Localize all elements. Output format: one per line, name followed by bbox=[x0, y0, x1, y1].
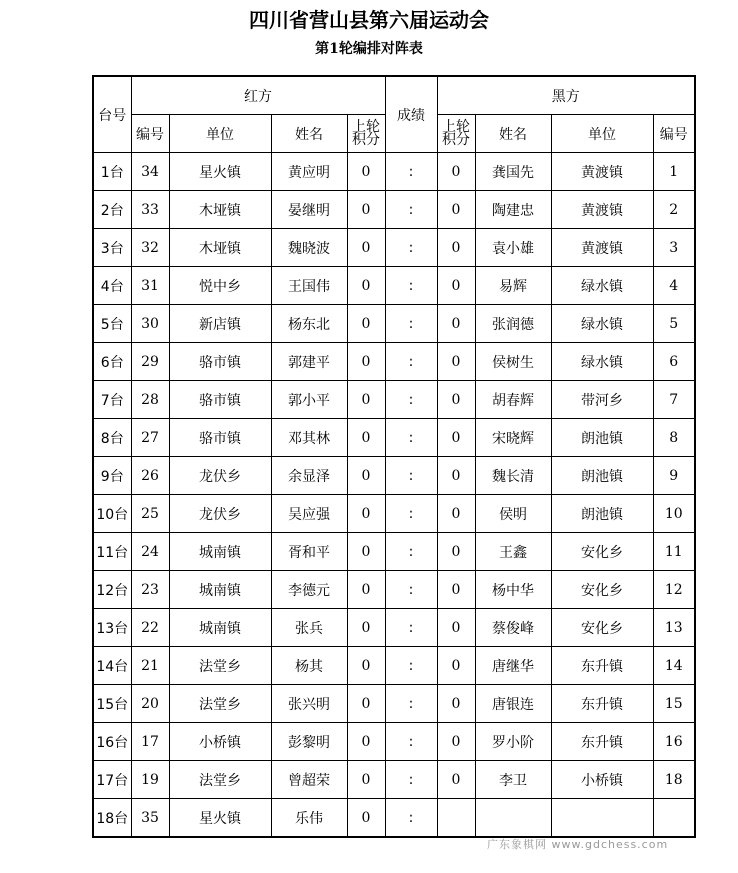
red-prev-score-cell: 0 bbox=[347, 571, 385, 609]
header-red-no: 编号 bbox=[131, 115, 169, 153]
red-prev-score-cell: 0 bbox=[347, 533, 385, 571]
board-cell: 6台 bbox=[93, 343, 131, 381]
table-row bbox=[93, 647, 695, 685]
red-name-cell: 张兴明 bbox=[271, 685, 347, 723]
page-subtitle: 第1轮编排对阵表 bbox=[315, 41, 423, 57]
header-black-unit: 单位 bbox=[551, 115, 653, 153]
red-no-cell: 17 bbox=[131, 723, 169, 761]
result-cell: : bbox=[385, 457, 437, 495]
red-name-cell: 杨其 bbox=[271, 647, 347, 685]
board-cell: 18台 bbox=[93, 799, 131, 838]
board-cell: 1台 bbox=[93, 153, 131, 191]
red-name-cell: 杨东北 bbox=[271, 305, 347, 343]
red-unit-cell: 城南镇 bbox=[169, 571, 271, 609]
black-unit-cell: 东升镇 bbox=[551, 723, 653, 761]
black-unit-cell: 安化乡 bbox=[551, 533, 653, 571]
black-no-cell: 8 bbox=[653, 419, 695, 457]
black-unit-cell: 绿水镇 bbox=[551, 343, 653, 381]
red-unit-cell: 龙伏乡 bbox=[169, 495, 271, 533]
table-row bbox=[93, 267, 695, 305]
pairing-table bbox=[92, 75, 696, 838]
table-row bbox=[93, 343, 695, 381]
result-cell: : bbox=[385, 381, 437, 419]
red-unit-cell: 星火镇 bbox=[169, 153, 271, 191]
black-prev-score-cell: 0 bbox=[437, 571, 475, 609]
table-row bbox=[93, 457, 695, 495]
red-prev-score-cell: 0 bbox=[347, 685, 385, 723]
result-cell: : bbox=[385, 305, 437, 343]
black-no-cell: 1 bbox=[653, 153, 695, 191]
red-no-cell: 28 bbox=[131, 381, 169, 419]
page-title: 四川省营山县第六届运动会 bbox=[249, 8, 489, 32]
black-no-cell: 4 bbox=[653, 267, 695, 305]
black-unit-cell: 安化乡 bbox=[551, 571, 653, 609]
red-no-cell: 30 bbox=[131, 305, 169, 343]
red-unit-cell: 城南镇 bbox=[169, 533, 271, 571]
black-prev-score-cell bbox=[437, 799, 475, 838]
header-black-name: 姓名 bbox=[475, 115, 551, 153]
table-row bbox=[93, 533, 695, 571]
black-prev-score-cell: 0 bbox=[437, 495, 475, 533]
black-name-cell: 袁小雄 bbox=[475, 229, 551, 267]
red-no-cell: 34 bbox=[131, 153, 169, 191]
result-cell: : bbox=[385, 685, 437, 723]
board-cell: 17台 bbox=[93, 761, 131, 799]
red-unit-cell: 骆市镇 bbox=[169, 381, 271, 419]
board-cell: 11台 bbox=[93, 533, 131, 571]
red-no-cell: 20 bbox=[131, 685, 169, 723]
board-cell: 13台 bbox=[93, 609, 131, 647]
table-row bbox=[93, 609, 695, 647]
black-unit-cell: 朗池镇 bbox=[551, 457, 653, 495]
result-cell: : bbox=[385, 647, 437, 685]
red-unit-cell: 骆市镇 bbox=[169, 343, 271, 381]
table-row bbox=[93, 191, 695, 229]
result-cell: : bbox=[385, 267, 437, 305]
header-red-unit: 单位 bbox=[169, 115, 271, 153]
black-name-cell: 陶建忠 bbox=[475, 191, 551, 229]
black-no-cell: 5 bbox=[653, 305, 695, 343]
black-no-cell: 6 bbox=[653, 343, 695, 381]
red-prev-score-cell: 0 bbox=[347, 495, 385, 533]
red-unit-cell: 城南镇 bbox=[169, 609, 271, 647]
black-no-cell: 11 bbox=[653, 533, 695, 571]
red-no-cell: 22 bbox=[131, 609, 169, 647]
black-prev-score-cell: 0 bbox=[437, 305, 475, 343]
red-no-cell: 19 bbox=[131, 761, 169, 799]
black-no-cell: 16 bbox=[653, 723, 695, 761]
black-no-cell: 12 bbox=[653, 571, 695, 609]
red-unit-cell: 木垭镇 bbox=[169, 191, 271, 229]
table-row bbox=[93, 495, 695, 533]
red-prev-score-cell: 0 bbox=[347, 305, 385, 343]
board-cell: 4台 bbox=[93, 267, 131, 305]
black-name-cell bbox=[475, 799, 551, 838]
black-unit-cell: 黄渡镇 bbox=[551, 191, 653, 229]
result-cell: : bbox=[385, 229, 437, 267]
result-cell: : bbox=[385, 343, 437, 381]
result-cell: : bbox=[385, 533, 437, 571]
black-name-cell: 王鑫 bbox=[475, 533, 551, 571]
table-row bbox=[93, 305, 695, 343]
black-unit-cell bbox=[551, 799, 653, 838]
black-no-cell: 2 bbox=[653, 191, 695, 229]
red-unit-cell: 星火镇 bbox=[169, 799, 271, 838]
black-name-cell: 张润德 bbox=[475, 305, 551, 343]
red-unit-cell: 小桥镇 bbox=[169, 723, 271, 761]
red-name-cell: 郭小平 bbox=[271, 381, 347, 419]
red-no-cell: 32 bbox=[131, 229, 169, 267]
black-name-cell: 魏长清 bbox=[475, 457, 551, 495]
board-cell: 14台 bbox=[93, 647, 131, 685]
red-prev-score-cell: 0 bbox=[347, 609, 385, 647]
black-no-cell: 10 bbox=[653, 495, 695, 533]
black-unit-cell: 黄渡镇 bbox=[551, 153, 653, 191]
black-unit-cell: 带河乡 bbox=[551, 381, 653, 419]
table-row bbox=[93, 685, 695, 723]
black-prev-score-cell: 0 bbox=[437, 267, 475, 305]
table-row bbox=[93, 153, 695, 191]
board-cell: 8台 bbox=[93, 419, 131, 457]
result-cell: : bbox=[385, 495, 437, 533]
black-prev-score-cell: 0 bbox=[437, 343, 475, 381]
table-row bbox=[93, 419, 695, 457]
red-name-cell: 王国伟 bbox=[271, 267, 347, 305]
black-name-cell: 胡春辉 bbox=[475, 381, 551, 419]
board-cell: 12台 bbox=[93, 571, 131, 609]
red-name-cell: 邓其林 bbox=[271, 419, 347, 457]
black-prev-score-cell: 0 bbox=[437, 723, 475, 761]
board-cell: 10台 bbox=[93, 495, 131, 533]
red-no-cell: 33 bbox=[131, 191, 169, 229]
board-cell: 5台 bbox=[93, 305, 131, 343]
table-row bbox=[93, 229, 695, 267]
board-cell: 9台 bbox=[93, 457, 131, 495]
black-prev-score-cell: 0 bbox=[437, 609, 475, 647]
red-unit-cell: 木垭镇 bbox=[169, 229, 271, 267]
header-result: 成绩 bbox=[385, 76, 437, 153]
black-no-cell bbox=[653, 799, 695, 838]
black-name-cell: 杨中华 bbox=[475, 571, 551, 609]
red-prev-score-cell: 0 bbox=[347, 267, 385, 305]
red-no-cell: 25 bbox=[131, 495, 169, 533]
table-row bbox=[93, 723, 695, 761]
red-prev-score-cell: 0 bbox=[347, 153, 385, 191]
red-prev-score-cell: 0 bbox=[347, 343, 385, 381]
red-name-cell: 魏晓波 bbox=[271, 229, 347, 267]
result-cell: : bbox=[385, 761, 437, 799]
red-prev-score-cell: 0 bbox=[347, 723, 385, 761]
red-unit-cell: 新店镇 bbox=[169, 305, 271, 343]
black-unit-cell: 绿水镇 bbox=[551, 267, 653, 305]
result-cell: : bbox=[385, 723, 437, 761]
board-cell: 2台 bbox=[93, 191, 131, 229]
red-name-cell: 黄应明 bbox=[271, 153, 347, 191]
black-name-cell: 李卫 bbox=[475, 761, 551, 799]
red-name-cell: 余显泽 bbox=[271, 457, 347, 495]
board-cell: 16台 bbox=[93, 723, 131, 761]
red-name-cell: 彭黎明 bbox=[271, 723, 347, 761]
header-black-prev-score: 上轮积分 bbox=[437, 115, 475, 153]
table-row bbox=[93, 571, 695, 609]
black-prev-score-cell: 0 bbox=[437, 419, 475, 457]
red-name-cell: 曾超荣 bbox=[271, 761, 347, 799]
red-name-cell: 胥和平 bbox=[271, 533, 347, 571]
black-prev-score-cell: 0 bbox=[437, 381, 475, 419]
board-cell: 15台 bbox=[93, 685, 131, 723]
red-prev-score-cell: 0 bbox=[347, 761, 385, 799]
board-cell: 3台 bbox=[93, 229, 131, 267]
header-red-name: 姓名 bbox=[271, 115, 347, 153]
black-unit-cell: 小桥镇 bbox=[551, 761, 653, 799]
result-cell: : bbox=[385, 153, 437, 191]
red-no-cell: 27 bbox=[131, 419, 169, 457]
result-cell: : bbox=[385, 419, 437, 457]
red-unit-cell: 龙伏乡 bbox=[169, 457, 271, 495]
black-unit-cell: 绿水镇 bbox=[551, 305, 653, 343]
black-name-cell: 蔡俊峰 bbox=[475, 609, 551, 647]
red-name-cell: 乐伟 bbox=[271, 799, 347, 838]
red-name-cell: 李德元 bbox=[271, 571, 347, 609]
red-prev-score-cell: 0 bbox=[347, 457, 385, 495]
red-no-cell: 23 bbox=[131, 571, 169, 609]
black-prev-score-cell: 0 bbox=[437, 647, 475, 685]
red-prev-score-cell: 0 bbox=[347, 419, 385, 457]
red-no-cell: 31 bbox=[131, 267, 169, 305]
result-cell: : bbox=[385, 609, 437, 647]
red-name-cell: 晏继明 bbox=[271, 191, 347, 229]
black-no-cell: 18 bbox=[653, 761, 695, 799]
black-unit-cell: 东升镇 bbox=[551, 685, 653, 723]
header-red-prev-score: 上轮积分 bbox=[347, 115, 385, 153]
black-name-cell: 唐继华 bbox=[475, 647, 551, 685]
header-red: 红方 bbox=[131, 76, 385, 115]
header-row-top bbox=[93, 76, 695, 115]
red-unit-cell: 法堂乡 bbox=[169, 685, 271, 723]
red-prev-score-cell: 0 bbox=[347, 647, 385, 685]
black-unit-cell: 黄渡镇 bbox=[551, 229, 653, 267]
header-black-no: 编号 bbox=[653, 115, 695, 153]
black-name-cell: 宋晓辉 bbox=[475, 419, 551, 457]
black-no-cell: 9 bbox=[653, 457, 695, 495]
header-black: 黑方 bbox=[437, 76, 695, 115]
red-unit-cell: 悦中乡 bbox=[169, 267, 271, 305]
black-unit-cell: 安化乡 bbox=[551, 609, 653, 647]
black-no-cell: 15 bbox=[653, 685, 695, 723]
red-no-cell: 26 bbox=[131, 457, 169, 495]
black-name-cell: 罗小阶 bbox=[475, 723, 551, 761]
black-prev-score-cell: 0 bbox=[437, 153, 475, 191]
red-unit-cell: 法堂乡 bbox=[169, 647, 271, 685]
black-prev-score-cell: 0 bbox=[437, 191, 475, 229]
table-row bbox=[93, 799, 695, 838]
red-name-cell: 郭建平 bbox=[271, 343, 347, 381]
red-unit-cell: 骆市镇 bbox=[169, 419, 271, 457]
result-cell: : bbox=[385, 799, 437, 838]
red-prev-score-cell: 0 bbox=[347, 191, 385, 229]
black-name-cell: 易辉 bbox=[475, 267, 551, 305]
table-row bbox=[93, 761, 695, 799]
black-name-cell: 唐银连 bbox=[475, 685, 551, 723]
board-cell: 7台 bbox=[93, 381, 131, 419]
red-no-cell: 29 bbox=[131, 343, 169, 381]
black-name-cell: 侯明 bbox=[475, 495, 551, 533]
red-name-cell: 张兵 bbox=[271, 609, 347, 647]
red-unit-cell: 法堂乡 bbox=[169, 761, 271, 799]
red-no-cell: 21 bbox=[131, 647, 169, 685]
red-name-cell: 吴应强 bbox=[271, 495, 347, 533]
black-prev-score-cell: 0 bbox=[437, 761, 475, 799]
black-prev-score-cell: 0 bbox=[437, 685, 475, 723]
black-no-cell: 7 bbox=[653, 381, 695, 419]
black-no-cell: 14 bbox=[653, 647, 695, 685]
black-no-cell: 3 bbox=[653, 229, 695, 267]
header-board: 台号 bbox=[93, 76, 131, 153]
red-prev-score-cell: 0 bbox=[347, 229, 385, 267]
black-prev-score-cell: 0 bbox=[437, 457, 475, 495]
black-prev-score-cell: 0 bbox=[437, 533, 475, 571]
watermark: 广东象棋网 www.gdchess.com bbox=[487, 838, 669, 851]
red-no-cell: 24 bbox=[131, 533, 169, 571]
table-row bbox=[93, 381, 695, 419]
black-prev-score-cell: 0 bbox=[437, 229, 475, 267]
black-name-cell: 侯树生 bbox=[475, 343, 551, 381]
red-prev-score-cell: 0 bbox=[347, 799, 385, 838]
black-name-cell: 龚国先 bbox=[475, 153, 551, 191]
black-no-cell: 13 bbox=[653, 609, 695, 647]
black-unit-cell: 东升镇 bbox=[551, 647, 653, 685]
red-no-cell: 35 bbox=[131, 799, 169, 838]
result-cell: : bbox=[385, 571, 437, 609]
black-unit-cell: 朗池镇 bbox=[551, 419, 653, 457]
black-unit-cell: 朗池镇 bbox=[551, 495, 653, 533]
result-cell: : bbox=[385, 191, 437, 229]
red-prev-score-cell: 0 bbox=[347, 381, 385, 419]
